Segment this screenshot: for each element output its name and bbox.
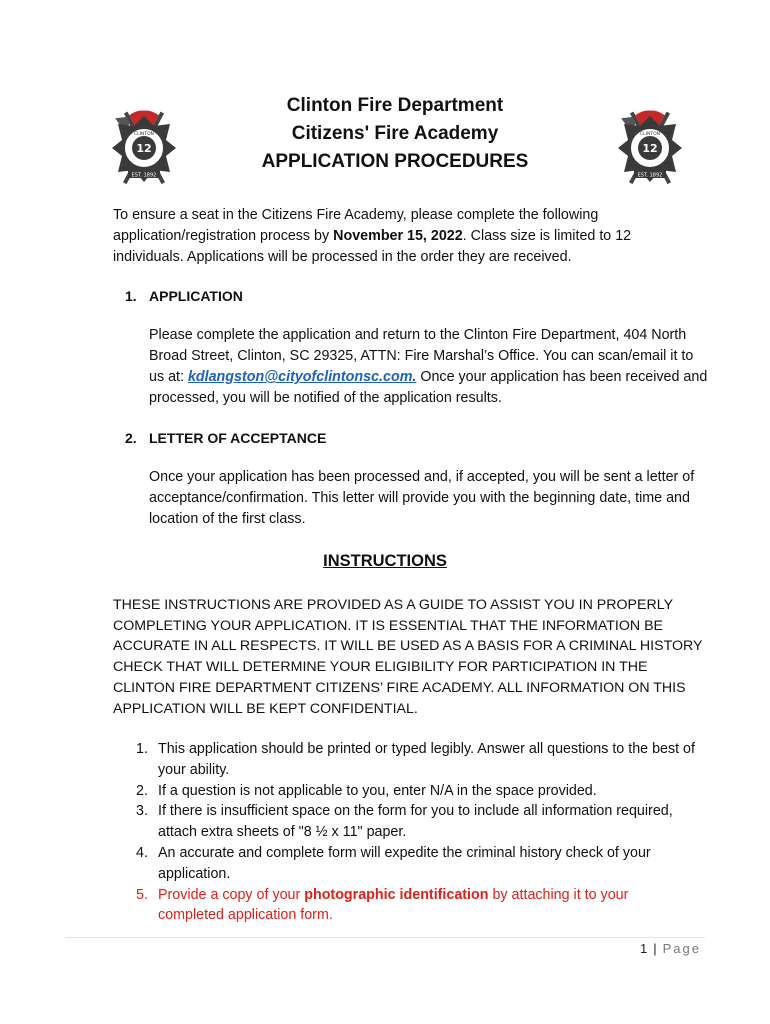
section-acceptance-heading bbox=[125, 430, 326, 446]
department-name: Clinton Fire Department bbox=[286, 95, 504, 116]
email-link[interactable]: kdlangston@cityofclintonsc.com. bbox=[187, 369, 417, 385]
list-item-photo-id: 5. Provide a copy of your photographic identification by attaching it to your completed application form. bbox=[136, 886, 629, 924]
footer-divider bbox=[65, 937, 705, 938]
section-number: 1. bbox=[125, 288, 137, 304]
logo-badge-text: CLINTON bbox=[640, 132, 660, 137]
logo-badge-text: CLINTON bbox=[134, 132, 154, 137]
footer-separator: | bbox=[653, 941, 657, 956]
logo-number: 12 bbox=[642, 142, 658, 155]
application-text-after: Once your application has been received and processed, you will be notified of the application results. bbox=[149, 369, 708, 406]
fire-department-badge-logo-right bbox=[608, 104, 692, 190]
page-label: Page bbox=[662, 941, 701, 956]
fire-department-badge-logo-left bbox=[102, 104, 186, 190]
section-acceptance-body: Once your application has been processed and, if accepted, you will be sent a letter of acceptance/confirmation. This letter will provide you with the beginning date, time and location of the first class. bbox=[149, 469, 695, 527]
logo-est: EST. 1892 bbox=[637, 172, 663, 179]
instructions-list bbox=[136, 739, 696, 926]
list-item: 1. This application should be printed or typed legibly. Answer all questions to the best of your ability. bbox=[136, 741, 695, 778]
document-header bbox=[185, 92, 605, 176]
page-footer bbox=[640, 941, 701, 956]
photo-id-emphasis: photographic identification bbox=[304, 886, 489, 903]
document-title: APPLICATION PROCEDURES bbox=[261, 151, 529, 172]
section-title: LETTER OF ACCEPTANCE bbox=[149, 430, 327, 446]
intro-text-before: To ensure a seat in the Citizens Fire Academy, please complete the following application/registration process by bbox=[113, 207, 599, 244]
academy-name: Citizens' Fire Academy bbox=[291, 123, 499, 144]
section-application-heading bbox=[125, 288, 243, 304]
list-item: 4. An accurate and complete form will expedite the criminal history check of your application. bbox=[136, 844, 651, 882]
logo-number: 12 bbox=[136, 142, 152, 155]
intro-text-after: . Class size is limited to 12 individuals. Applications will be processed in the order they are received. bbox=[113, 228, 632, 265]
section-application-body bbox=[149, 325, 709, 409]
deadline-date: November 15, 2022 bbox=[333, 228, 463, 244]
logo-est: EST. 1892 bbox=[131, 172, 157, 179]
application-text-before: Please complete the application and return to the Clinton Fire Department, 404 North Broad Street, Clinton, SC 29325, ATTN: Fire Marshal’s Office. You can scan/email it to us at: bbox=[149, 327, 694, 385]
list-item: 3. If there is insufficient space on the form for you to include all information required, attach extra sheets of "8 ½ x 11" paper. bbox=[136, 803, 673, 841]
instructions-title: INSTRUCTIONS bbox=[323, 552, 447, 570]
list-item: 2. If a question is not applicable to you, enter N/A in the space provided. bbox=[136, 782, 597, 799]
intro-paragraph bbox=[113, 205, 673, 268]
section-title: APPLICATION bbox=[149, 288, 243, 304]
section-number: 2. bbox=[125, 430, 137, 446]
instructions-paragraph: THESE INSTRUCTIONS ARE PROVIDED AS A GUIDE TO ASSIST YOU IN PROPERLY COMPLETING YOUR APPLICATION. IT IS ESSENTIAL THAT THE INFORMATION BE ACCURATE IN ALL RESPECTS. IT WILL BE USED AS A BASIS FOR A CRIMINAL HISTORY CHECK THAT WILL DETERMINE YOUR ELIGIBILITY FOR PARTICIPATION IN THE CLINTON FIRE DEPARTMENT CITIZENS’ FIRE ACADEMY. ALL INFORMATION ON THIS APPLICATION WILL BE KEPT CONFIDENTIAL. bbox=[113, 597, 703, 717]
page-number: 1 bbox=[640, 941, 648, 956]
